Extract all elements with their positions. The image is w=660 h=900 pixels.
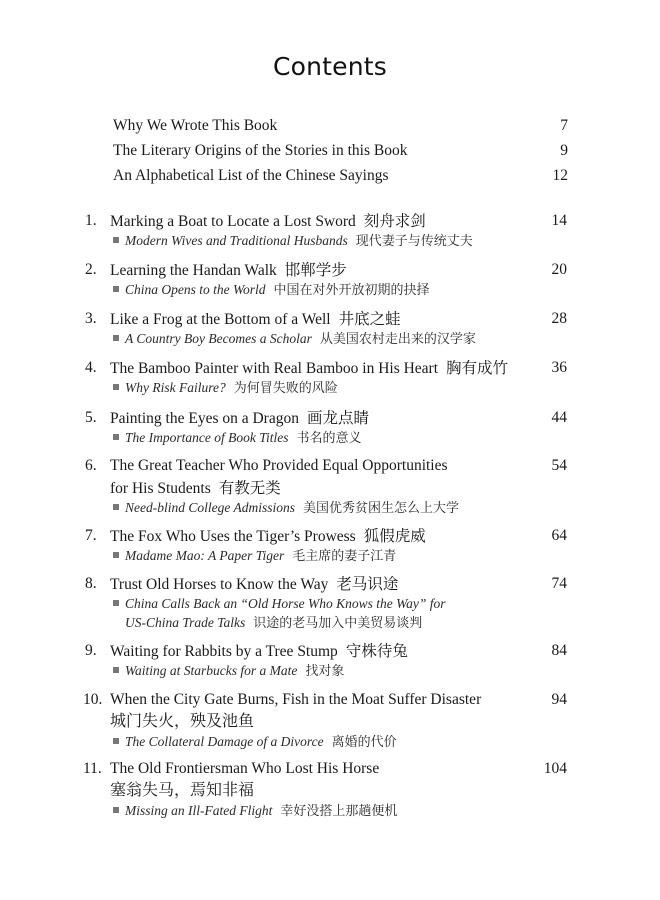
entry-page: 9 (560, 142, 568, 159)
subtitle-zh: 美国优秀贫困生怎么上大学 (303, 501, 460, 516)
chapter-title-zh: 老马识途 (336, 575, 399, 593)
chapter-page: 54 (551, 457, 567, 474)
square-bullet-icon (113, 286, 119, 292)
chapter-title-zh: 胸有成竹 (446, 359, 509, 377)
chapter-title (110, 260, 347, 281)
chapter-title-line1: When the City Gate Burns, Fish in the Moat Suffer Disaster (110, 691, 482, 708)
subtitle-zh: 离婚的代价 (331, 735, 397, 750)
chapter-subtitle-line2 (125, 614, 422, 633)
entry-title: An Alphabetical List of the Chinese Sayings (113, 167, 389, 184)
chapter-number: 5. (85, 409, 97, 426)
square-bullet-icon (113, 384, 119, 390)
subtitle-zh: 书名的意义 (296, 431, 362, 446)
chapter-title-line1: The Old Frontiersman Who Lost His Horse (110, 760, 380, 777)
chapter-title (110, 309, 401, 330)
chapter-subtitle (113, 379, 338, 398)
chapter-page: 14 (551, 212, 567, 229)
subtitle-en: Need-blind College Admissions (125, 500, 295, 515)
chapter-number: 10. (83, 691, 103, 708)
chapter-subtitle (113, 662, 344, 681)
subtitle-zh: 现代妻子与传统丈夫 (355, 234, 473, 249)
subtitle-zh: 中国在对外开放初期的抉择 (273, 283, 430, 298)
entry-title: The Literary Origins of the Stories in this Book (113, 142, 408, 159)
chapter-page: 74 (551, 575, 567, 592)
chapter-title-en: Painting the Eyes on a Dragon (110, 410, 299, 427)
chapter-page: 28 (551, 310, 567, 327)
chapter-subtitle (113, 499, 459, 518)
chapter-title (110, 574, 398, 595)
chapter-number: 1. (85, 212, 97, 229)
subtitle-zh: 为何冒失败的风险 (233, 381, 338, 396)
chapter-number: 2. (85, 261, 97, 278)
square-bullet-icon (113, 237, 119, 243)
toc-entry[interactable] (113, 166, 568, 186)
subtitle-en: Missing an Ill-Fated Flight (125, 803, 273, 818)
subtitle-zh: 毛主席的妻子江青 (292, 549, 397, 564)
subtitle-zh: 找对象 (305, 664, 345, 679)
square-bullet-icon (113, 807, 119, 813)
chapter-title-en: Trust Old Horses to Know the Way (110, 576, 329, 593)
square-bullet-icon (113, 738, 119, 744)
chapter-title-en: for His Students (110, 480, 211, 497)
chapter-title (110, 408, 369, 429)
chapter-title-zh: 井底之蛙 (338, 310, 401, 328)
subtitle-en: Modern Wives and Traditional Husbands (125, 233, 348, 248)
subtitle-zh: 幸好没搭上那趟便机 (280, 804, 398, 819)
page-title: Contents (272, 52, 388, 81)
chapter-title-line2 (110, 478, 281, 499)
chapter-title (110, 641, 408, 662)
chapter-page: 94 (551, 691, 567, 708)
chapter-title-line1: The Great Teacher Who Provided Equal Opportunities (110, 457, 448, 474)
subtitle-zh: 识途的老马加入中美贸易谈判 (253, 616, 423, 631)
chapter-number: 4. (85, 359, 97, 376)
chapter-title-zh: 塞翁失马，焉知非福 (110, 780, 255, 799)
chapter-subtitle (113, 232, 473, 251)
chapter-number: 9. (85, 642, 97, 659)
chapter-title-en: Like a Frog at the Bottom of a Well (110, 311, 331, 328)
subtitle-en: China Opens to the World (125, 282, 266, 297)
chapter-subtitle (113, 281, 430, 300)
subtitle-en: A Country Boy Becomes a Scholar (125, 331, 312, 346)
square-bullet-icon (113, 600, 119, 606)
chapter-title (110, 526, 426, 547)
chapter-title-zh: 刻舟求剑 (363, 212, 426, 230)
chapter-subtitle (113, 733, 397, 752)
entry-page: 7 (560, 117, 568, 134)
chapter-title-zh: 守株待兔 (345, 642, 408, 660)
chapter-subtitle (113, 429, 362, 448)
chapter-page: 36 (551, 359, 567, 376)
chapter-subtitle (113, 330, 476, 349)
subtitle-zh: 从美国农村走出来的汉学家 (319, 332, 476, 347)
chapter-title-zh: 城门失火，殃及池鱼 (110, 711, 255, 730)
chapter-subtitle (113, 802, 397, 821)
chapter-title-en: Waiting for Rabbits by a Tree Stump (110, 643, 338, 660)
square-bullet-icon (113, 552, 119, 558)
subtitle-en: Madame Mao: A Paper Tiger (125, 548, 285, 563)
chapter-title (110, 358, 508, 379)
chapter-number: 7. (85, 527, 97, 544)
chapter-number: 6. (85, 457, 97, 474)
chapter-title-en: The Fox Who Uses the Tiger’s Prowess (110, 528, 356, 545)
entry-title: Why We Wrote This Book (113, 117, 278, 134)
chapter-page: 20 (551, 261, 567, 278)
subtitle-en: US-China Trade Talks (125, 615, 246, 630)
chapter-title-zh: 有教无类 (218, 479, 281, 497)
chapter-number: 11. (83, 760, 102, 777)
square-bullet-icon (113, 667, 119, 673)
chapter-page: 44 (551, 409, 567, 426)
chapter-number: 8. (85, 575, 97, 592)
subtitle-en: Why Risk Failure? (125, 380, 226, 395)
square-bullet-icon (113, 504, 119, 510)
chapter-title-en: Learning the Handan Walk (110, 262, 277, 279)
chapter-page: 64 (551, 527, 567, 544)
chapter-title-en: The Bamboo Painter with Real Bamboo in His Heart (110, 360, 439, 377)
chapter-title-zh: 狐假虎威 (363, 527, 426, 545)
subtitle-en: The Importance of Book Titles (125, 430, 289, 445)
toc-entry[interactable] (113, 116, 568, 136)
chapter-title-line2 (110, 780, 254, 801)
chapter-title-zh: 邯郸学步 (284, 261, 347, 279)
chapter-subtitle (113, 595, 446, 613)
entry-page: 12 (552, 167, 568, 184)
toc-entry[interactable] (113, 141, 568, 161)
subtitle-en: China Calls Back an “Old Horse Who Knows the Way” for (125, 596, 446, 611)
chapter-title-en: Marking a Boat to Locate a Lost Sword (110, 213, 356, 230)
chapter-title-line2 (110, 711, 254, 732)
subtitle-en: The Collateral Damage of a Divorce (125, 734, 324, 749)
chapter-title-zh: 画龙点睛 (306, 409, 369, 427)
chapter-page: 84 (551, 642, 567, 659)
chapter-subtitle (113, 547, 396, 566)
chapter-title (110, 211, 426, 232)
square-bullet-icon (113, 335, 119, 341)
chapter-page: 104 (543, 760, 567, 777)
subtitle-en: Waiting at Starbucks for a Mate (125, 663, 298, 678)
square-bullet-icon (113, 434, 119, 440)
chapter-number: 3. (85, 310, 97, 327)
